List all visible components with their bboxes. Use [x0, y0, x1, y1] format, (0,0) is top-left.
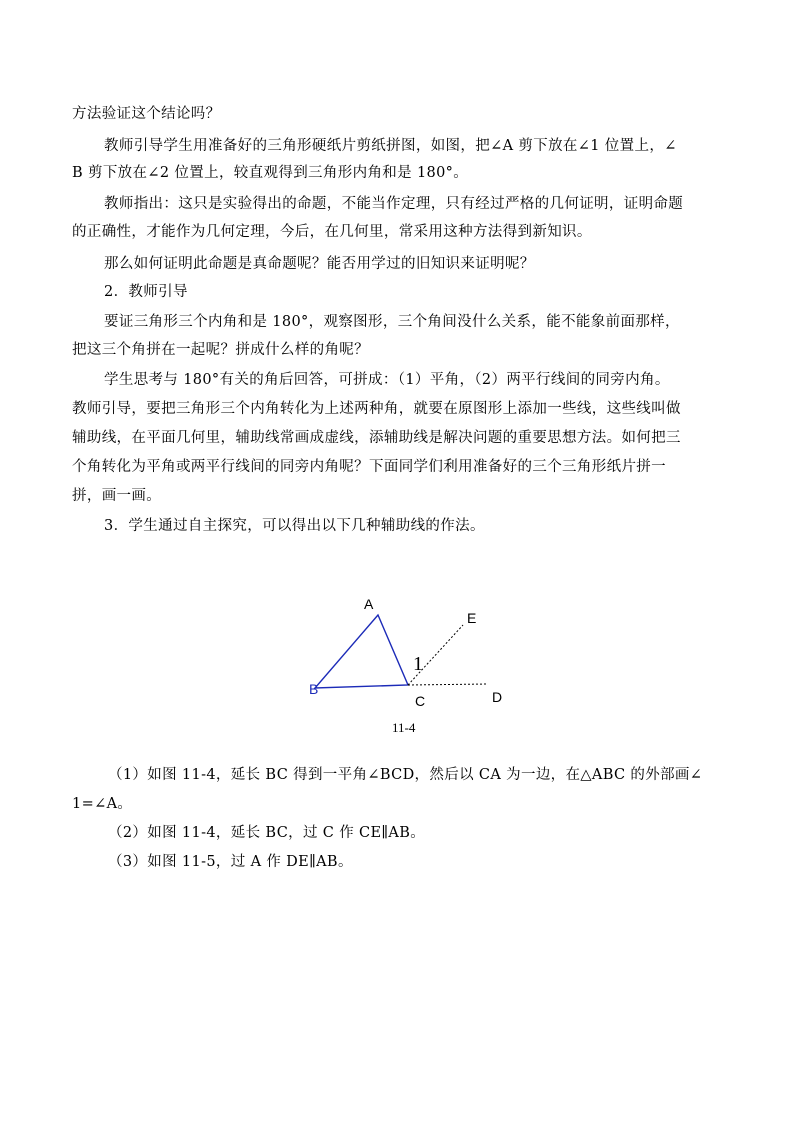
angle-label-1: 1: [413, 653, 423, 675]
paragraph-line: （2）如图 11-4，延长 BC，过 C 作 CE∥AB。: [108, 825, 426, 841]
paragraph-line: 教师引导，要把三角形三个内角转化为上述两种角，就要在原图形上添加一些线，这些线叫做: [72, 401, 681, 417]
vertex-label-b: B: [309, 681, 319, 697]
vertex-label-c: C: [415, 693, 426, 709]
figure-caption: 11-4: [392, 720, 416, 735]
paragraph-line: 教师引导学生用准备好的三角形硬纸片剪纸拼图，如图，把∠A 剪下放在∠1 位置上，∠: [104, 138, 677, 154]
paragraph-line: 把这三个角拼在一起呢？拼成什么样的角呢？: [72, 342, 369, 358]
paragraph-line: 教师指出：这只是实验得出的命题，不能当作定理，只有经过严格的几何证明，证明命题: [104, 196, 684, 212]
paragraph-line: （3）如图 11-5，过 A 作 DE∥AB。: [108, 854, 353, 870]
section-heading: 3．学生通过自主探究，可以得出以下几种辅助线的作法。: [104, 518, 485, 534]
paragraph-line: 的正确性，才能作为几何定理，今后，在几何里，常采用这种方法得到新知识。: [72, 224, 592, 240]
vertex-label-d: D: [492, 689, 503, 705]
paragraph-line: B 剪下放在∠2 位置上，较直观得到三角形内角和是 180°。: [72, 165, 469, 181]
paragraph-line: （1）如图 11-4，延长 BC 得到一平角∠BCD，然后以 CA 为一边，在△ABC 的外部画∠: [108, 767, 703, 783]
extension-cd: [408, 684, 488, 685]
paragraph-line: 辅助线，在平面几何里，辅助线常画成虚线，添辅助线是解决问题的重要思想方法。如何把三: [72, 430, 681, 446]
vertex-label-a: A: [364, 596, 374, 612]
triangle-abc: [315, 615, 408, 688]
triangle-figure: [300, 585, 520, 735]
paragraph-line: 要证三角形三个内角和是 180°，观察图形，三个角间没什么关系，能不能象前面那样，: [104, 314, 680, 330]
paragraph-line: 1=∠A。: [72, 796, 133, 812]
section-heading: 2．教师引导: [104, 284, 188, 300]
paragraph-line: 个角转化为平角或两平行线间的同旁内角呢？下面同学们利用准备好的三个三角形纸片拼一: [72, 459, 666, 475]
paragraph-line: 那么如何证明此命题是真命题呢？能否用学过的旧知识来证明呢？: [104, 256, 535, 272]
paragraph-line: 学生思考与 180°有关的角后回答，可拼成：（1）平角，（2）两平行线间的同旁内角。: [104, 372, 670, 388]
paragraph-line: 方法验证这个结论吗？: [72, 106, 221, 122]
paragraph-line: 拼，画一画。: [72, 488, 162, 504]
vertex-label-e: E: [467, 610, 477, 626]
